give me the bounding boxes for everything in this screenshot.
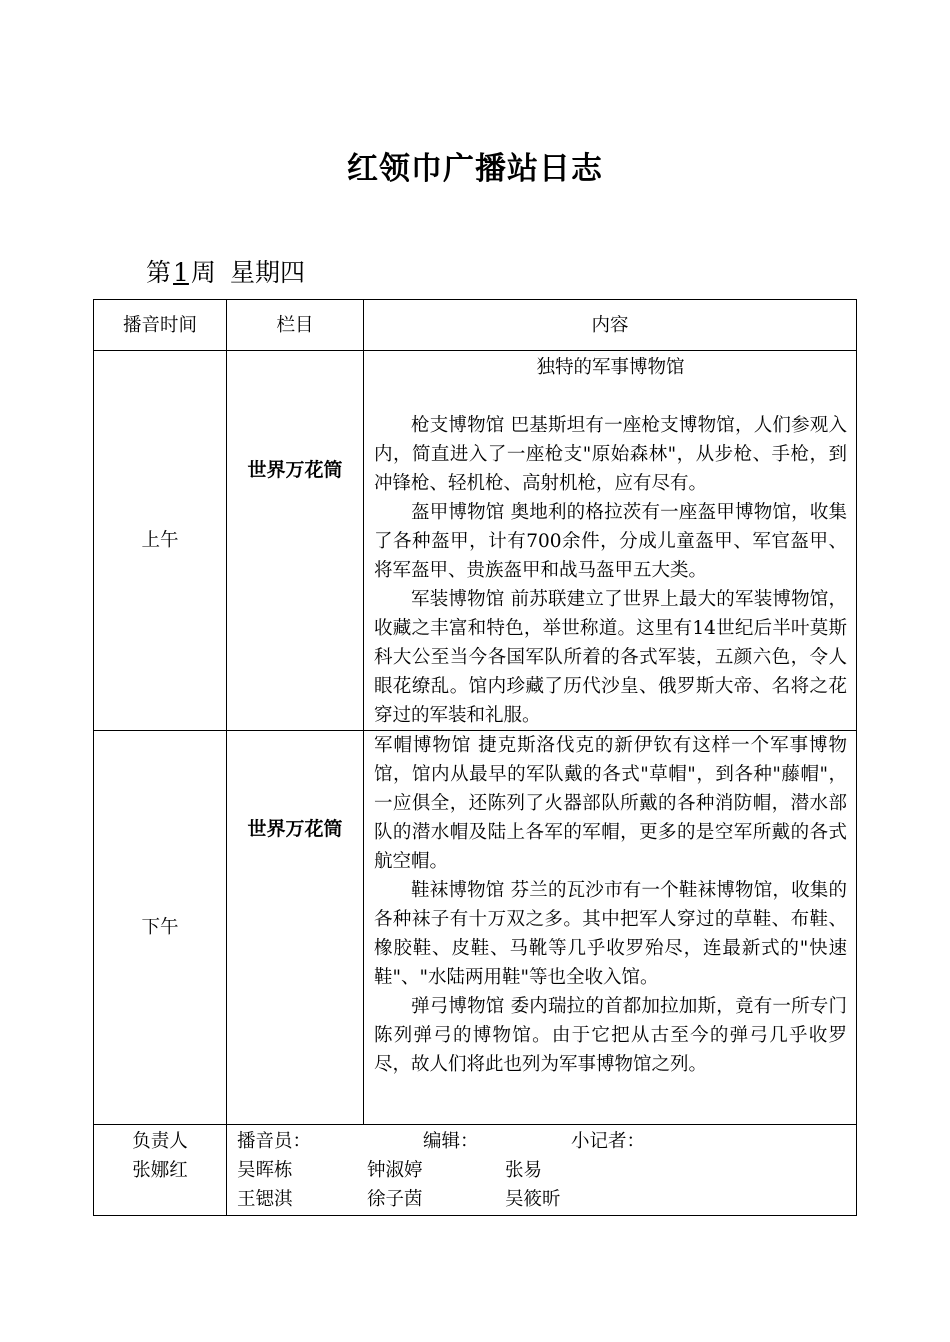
header-column: 栏目 [227,300,364,351]
responsible-cell [94,1125,227,1216]
paragraph: 军帽博物馆 捷克斯洛伐克的新伊钦有这样一个军事博物馆，馆内从最早的军队戴的各式"草帽"，到各种"藤帽"，一应俱全，还陈列了火器部队所戴的各种消防帽，潜水部队的潜水帽及陆上各军的军帽，更多的是空军所戴的各式航空帽。 [374,735,847,872]
paragraph: 军装博物馆 前苏联建立了世界上最大的军装博物馆，收藏之丰富和特色，举世称道。这里有14世纪后半叶莫斯科大公至当今各国军队所着的各式军装，五颜六色，令人眼花缭乱。馆内珍藏了历代沙皇、俄罗斯大帝、名将之花穿过的军装和礼服。 [374,589,847,726]
week-prefix: 第 [146,258,172,287]
staff-row [237,1156,856,1185]
week-line [146,253,305,289]
responsible-name: 张娜红 [132,1160,188,1181]
announcer-name: 吴晖栋 [237,1160,293,1181]
paragraph: 弹弓博物馆 委内瑞拉的首都加拉加斯，竟有一所专门陈列弹弓的博物馆。由于它把从古至今的弹弓几乎收罗尽，故人们将此也列为军事博物馆之列。 [374,996,847,1075]
table-header-row [94,300,857,351]
staff-cell [227,1125,857,1216]
morning-content [364,351,857,731]
paragraph: 盔甲博物馆 奥地利的格拉茨有一座盔甲博物馆，收集了各种盔甲，计有700余件，分成儿童盔甲、军官盔甲、将军盔甲、贵族盔甲和战马盔甲五大类。 [374,502,847,581]
reporter-label: 小记者： [571,1131,646,1152]
editor-name: 徐子茵 [367,1189,423,1210]
afternoon-content [364,731,857,1125]
header-content: 内容 [364,300,857,351]
week-number: 1 [173,258,189,287]
week-suffix: 周 [190,258,216,287]
responsible-label: 负责人 [132,1131,188,1152]
weekday: 星期四 [229,258,305,287]
table-row-morning [94,351,857,731]
broadcast-log-table [93,299,857,1216]
article-title: 独特的军事博物馆 [536,357,685,378]
table-row-afternoon [94,731,857,1125]
afternoon-column-cell [227,731,364,1125]
morning-time: 上午 [94,351,227,731]
page-title: 红领巾广播站日志 [347,151,603,187]
afternoon-column-name: 世界万花筒 [247,818,343,840]
editor-name: 钟淑婷 [367,1160,423,1181]
reporter-name: 吴筱昕 [505,1189,561,1210]
blank-line [374,382,847,411]
staff-row [237,1185,856,1214]
header-time: 播音时间 [94,300,227,351]
staff-labels [237,1127,856,1156]
announcer-name: 王锶淇 [237,1189,293,1210]
morning-column-cell [227,351,364,731]
editor-label: 编辑： [423,1131,479,1152]
table-footer-row [94,1125,857,1216]
paragraph: 枪支博物馆 巴基斯坦有一座枪支博物馆，人们参观入内，简直进入了一座枪支"原始森林"，从步枪、手枪，到冲锋枪、轻机枪、高射机枪，应有尽有。 [374,415,847,494]
afternoon-time: 下午 [94,731,227,1125]
morning-column-name: 世界万花筒 [247,459,343,481]
paragraph: 鞋袜博物馆 芬兰的瓦沙市有一个鞋袜博物馆，收集的各种袜子有十万双之多。其中把军人穿过的草鞋、布鞋、橡胶鞋、皮鞋、马靴等几乎收罗殆尽，连最新式的"快速鞋"、"水陆两用鞋"等也全收入馆。 [374,880,847,988]
announcer-label: 播音员： [237,1131,312,1152]
reporter-name: 张易 [505,1160,543,1181]
